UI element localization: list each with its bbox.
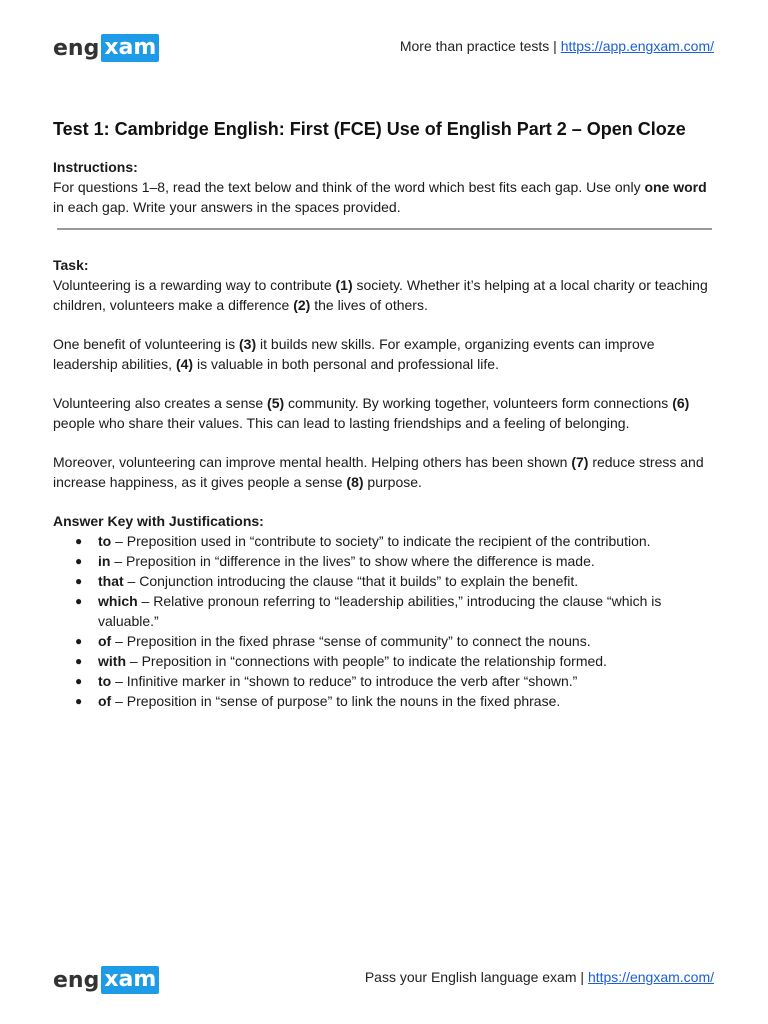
- footer-link[interactable]: https://engxam.com/: [587, 969, 714, 985]
- instructions-text: [53, 177, 718, 217]
- answer-justification: – Infinitive marker in “shown to reduce” to introduce the verb after “shown.”: [111, 673, 578, 689]
- answer-word: with: [98, 653, 126, 669]
- task-section: [53, 255, 718, 492]
- footer-tagline-text: Pass your English language exam |: [364, 969, 588, 985]
- instructions-label: Instructions:: [53, 159, 138, 175]
- answer-key-item: [53, 651, 718, 671]
- gap-number: (3): [239, 336, 257, 352]
- page-title: Test 1: Cambridge English: First (FCE) Use of English Part 2 – Open Cloze: [53, 119, 686, 139]
- task-paragraph: [53, 452, 718, 492]
- divider: [57, 228, 712, 230]
- bullet-icon: ●: [75, 674, 83, 688]
- answer-word: in: [98, 553, 111, 569]
- answer-key-section: [53, 511, 718, 711]
- gap-number: (7): [571, 454, 589, 470]
- task-paragraph: [53, 334, 718, 374]
- answer-justification: – Preposition used in “contribute to society” to indicate the recipient of the contribution.: [111, 533, 651, 549]
- answer-key-item: [53, 571, 718, 591]
- task-paragraph: [53, 393, 718, 433]
- footer-tagline: [365, 969, 714, 985]
- instructions-text-b: in each gap. Write your answers in the spaces provided.: [53, 199, 401, 215]
- logo-text-xam: xam: [101, 34, 159, 62]
- task-text: the lives of others.: [310, 297, 428, 313]
- instructions-section: [53, 157, 718, 217]
- answer-justification: – Relative pronoun referring to “leadership abilities,” introducing the clause “which is valuable.”: [98, 593, 662, 629]
- bullet-icon: ●: [75, 594, 83, 608]
- bullet-icon: ●: [75, 534, 83, 548]
- bullet-icon: ●: [75, 694, 83, 708]
- footer-logo: [53, 965, 159, 995]
- answer-key-item: [53, 691, 718, 711]
- answer-key-item: [53, 531, 718, 551]
- task-paragraphs: [53, 275, 718, 492]
- answer-word: which: [98, 593, 138, 609]
- answer-key-list: [53, 531, 718, 711]
- task-text: purpose.: [363, 474, 422, 490]
- answer-key-label: Answer Key with Justifications:: [53, 513, 264, 529]
- gap-number: (6): [672, 395, 690, 411]
- footer-logo-text-eng: eng: [53, 967, 100, 993]
- answer-justification: – Preposition in “connections with people” to indicate the relationship formed.: [126, 653, 607, 669]
- task-text: reduce stress and increase happiness, as it gives people a sense: [53, 454, 704, 490]
- bullet-icon: ●: [75, 634, 83, 648]
- task-text: society. Whether it’s helping at a local charity or teaching children, volunteers make a difference: [53, 277, 708, 313]
- instructions-emphasis: one word: [644, 179, 707, 195]
- bullet-icon: ●: [75, 574, 83, 588]
- task-label: Task:: [53, 257, 89, 273]
- task-text: it builds new skills. For example, organizing events can improve leadership abilities,: [53, 336, 655, 372]
- task-text: community. By working together, volunteers form connections: [284, 395, 673, 411]
- answer-justification: – Conjunction introducing the clause “that it builds” to explain the benefit.: [123, 573, 579, 589]
- instructions-text-a: For questions 1–8, read the text below and think of the word which best fits each gap. Use only: [53, 179, 645, 195]
- header-tagline: [400, 38, 714, 54]
- gap-number: (1): [335, 277, 353, 293]
- task-text: Moreover, volunteering can improve mental health. Helping others has been shown: [53, 454, 572, 470]
- gap-number: (2): [293, 297, 311, 313]
- answer-word: of: [98, 633, 112, 649]
- answer-word: that: [98, 573, 124, 589]
- answer-word: of: [98, 693, 112, 709]
- header-tagline-text: More than practice tests |: [399, 38, 561, 54]
- gap-number: (5): [267, 395, 285, 411]
- answer-word: to: [98, 533, 112, 549]
- bullet-icon: ●: [75, 654, 83, 668]
- bullet-icon: ●: [75, 554, 83, 568]
- answer-key-item: [53, 671, 718, 691]
- task-paragraph: [53, 275, 718, 315]
- header-link[interactable]: https://app.engxam.com/: [560, 38, 714, 54]
- task-text: Volunteering also creates a sense: [53, 395, 268, 411]
- gap-number: (8): [346, 474, 364, 490]
- logo-text-eng: eng: [53, 35, 100, 61]
- document-body: [53, 116, 718, 711]
- header-logo: [53, 33, 159, 63]
- task-text: is valuable in both personal and professional life.: [193, 356, 499, 372]
- answer-justification: – Preposition in “difference in the lives” to show where the difference is made.: [110, 553, 595, 569]
- gap-number: (4): [175, 356, 194, 372]
- task-text: Volunteering is a rewarding way to contribute: [53, 277, 336, 293]
- answer-key-item: [53, 631, 718, 651]
- task-text: One benefit of volunteering is: [53, 336, 240, 352]
- footer-logo-text-xam: xam: [101, 966, 159, 994]
- answer-key-item: [53, 551, 718, 571]
- answer-justification: – Preposition in “sense of purpose” to link the nouns in the fixed phrase.: [111, 693, 561, 709]
- task-text: people who share their values. This can lead to lasting friendships and a feeling of belonging.: [53, 415, 630, 431]
- answer-word: to: [98, 673, 112, 689]
- answer-key-item: [53, 591, 718, 631]
- answer-justification: – Preposition in the fixed phrase “sense of community” to connect the nouns.: [111, 633, 591, 649]
